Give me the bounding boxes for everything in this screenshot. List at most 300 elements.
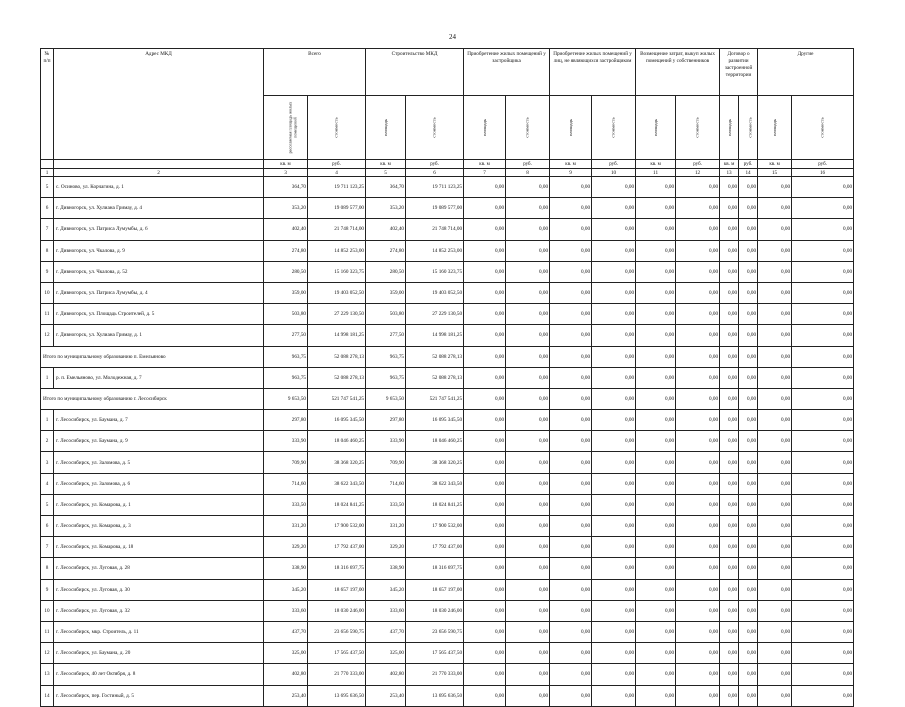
- value-cell: 364,70: [264, 177, 308, 198]
- value-cell: 0,00: [506, 643, 550, 664]
- value-cell: 0,00: [676, 494, 720, 515]
- value-cell: 0,00: [739, 537, 758, 558]
- value-cell: 18 046 460,25: [308, 431, 366, 452]
- value-cell: 0,00: [636, 537, 676, 558]
- value-cell: 0,00: [592, 558, 636, 579]
- value-cell: 0,00: [464, 261, 506, 282]
- value-cell: 0,00: [720, 621, 739, 642]
- value-cell: 0,00: [636, 516, 676, 537]
- value-cell: 0,00: [592, 643, 636, 664]
- value-cell: 9 653,50: [264, 388, 308, 409]
- value-cell: 18 046 460,25: [406, 431, 464, 452]
- housing-program-table: [40, 48, 854, 707]
- value-cell: 0,00: [636, 452, 676, 473]
- header-dev-contract: Договор о развитии застроенной территории: [720, 49, 758, 96]
- col-number: 4: [308, 169, 366, 177]
- header-num: № п/п: [41, 49, 54, 160]
- row-number: 9: [41, 579, 54, 600]
- value-cell: 963,75: [264, 367, 308, 388]
- value-cell: 0,00: [506, 240, 550, 261]
- subheader-area-resettled: расселяемая площадь жилых помещений: [264, 96, 308, 160]
- value-cell: 0,00: [792, 388, 854, 409]
- value-cell: 0,00: [506, 473, 550, 494]
- value-cell: 0,00: [676, 410, 720, 431]
- value-cell: 0,00: [592, 219, 636, 240]
- address-cell: г. Лесосибирск, ул. Луговая, д. 32: [54, 600, 264, 621]
- value-cell: 0,00: [592, 473, 636, 494]
- unit-cell: руб.: [739, 160, 758, 169]
- value-cell: 325,00: [264, 643, 308, 664]
- value-cell: 0,00: [550, 600, 592, 621]
- value-cell: 0,00: [720, 431, 739, 452]
- value-cell: 0,00: [592, 198, 636, 219]
- value-cell: 0,00: [464, 516, 506, 537]
- value-cell: 0,00: [592, 664, 636, 685]
- value-cell: 0,00: [506, 261, 550, 282]
- value-cell: 0,00: [739, 621, 758, 642]
- value-cell: 13 695 636,50: [308, 685, 366, 706]
- address-cell: г. Лесосибирск, мкр. Строитель, д. 11: [54, 621, 264, 642]
- value-cell: 0,00: [506, 346, 550, 367]
- value-cell: 0,00: [636, 261, 676, 282]
- value-cell: 0,00: [758, 219, 792, 240]
- subheader-cost: стоимость: [592, 96, 636, 160]
- value-cell: 0,00: [550, 325, 592, 346]
- address-cell: г. Лесосибирск, ул. Баумана, д. 20: [54, 643, 264, 664]
- value-cell: 714,60: [366, 473, 406, 494]
- value-cell: 0,00: [506, 219, 550, 240]
- value-cell: 0,00: [758, 388, 792, 409]
- value-cell: 0,00: [739, 325, 758, 346]
- value-cell: 0,00: [792, 643, 854, 664]
- value-cell: 0,00: [720, 198, 739, 219]
- value-cell: 0,00: [464, 240, 506, 261]
- value-cell: 38 368 320,25: [308, 452, 366, 473]
- value-cell: 0,00: [636, 473, 676, 494]
- value-cell: 23 656 590,75: [308, 621, 366, 642]
- table-row: [41, 473, 854, 494]
- value-cell: 0,00: [464, 473, 506, 494]
- value-cell: 0,00: [592, 452, 636, 473]
- value-cell: 0,00: [720, 537, 739, 558]
- value-cell: 0,00: [720, 388, 739, 409]
- value-cell: 0,00: [592, 621, 636, 642]
- value-cell: 331,20: [366, 516, 406, 537]
- value-cell: 0,00: [758, 431, 792, 452]
- value-cell: 253,40: [366, 685, 406, 706]
- value-cell: 0,00: [676, 579, 720, 600]
- value-cell: 0,00: [592, 685, 636, 706]
- value-cell: 0,00: [758, 367, 792, 388]
- value-cell: 0,00: [506, 600, 550, 621]
- value-cell: 21 770 333,00: [308, 664, 366, 685]
- value-cell: 19 403 052,50: [308, 282, 366, 303]
- value-cell: 402,40: [366, 219, 406, 240]
- address-cell: г. Дивногорск, ул. Чкалова, д. 52: [54, 261, 264, 282]
- value-cell: 0,00: [550, 643, 592, 664]
- value-cell: 0,00: [592, 600, 636, 621]
- value-cell: 345,20: [366, 579, 406, 600]
- value-cell: 0,00: [550, 685, 592, 706]
- value-cell: 0,00: [758, 282, 792, 303]
- table-row: [41, 367, 854, 388]
- table-row: [41, 685, 854, 706]
- value-cell: 19 711 123,25: [308, 177, 366, 198]
- value-cell: 0,00: [676, 282, 720, 303]
- row-number: 10: [41, 282, 54, 303]
- value-cell: 437,70: [264, 621, 308, 642]
- value-cell: 0,00: [792, 325, 854, 346]
- table-row: [41, 431, 854, 452]
- value-cell: 0,00: [636, 219, 676, 240]
- row-number: 7: [41, 219, 54, 240]
- subheader-area: площадь: [366, 96, 406, 160]
- row-number: 13: [41, 664, 54, 685]
- value-cell: 329,20: [366, 537, 406, 558]
- value-cell: 0,00: [739, 558, 758, 579]
- value-cell: 0,00: [550, 240, 592, 261]
- value-cell: 0,00: [676, 261, 720, 282]
- value-cell: 0,00: [550, 261, 592, 282]
- value-cell: 0,00: [792, 452, 854, 473]
- value-cell: 0,00: [636, 198, 676, 219]
- value-cell: 0,00: [592, 579, 636, 600]
- value-cell: 0,00: [464, 198, 506, 219]
- col-number: 13: [720, 169, 739, 177]
- row-number: 8: [41, 240, 54, 261]
- value-cell: 0,00: [792, 282, 854, 303]
- value-cell: 0,00: [636, 410, 676, 431]
- value-cell: 18 316 697,75: [308, 558, 366, 579]
- value-cell: 402,40: [264, 219, 308, 240]
- value-cell: 0,00: [676, 537, 720, 558]
- value-cell: 0,00: [592, 410, 636, 431]
- value-cell: 0,00: [758, 325, 792, 346]
- header-row-groups: [41, 49, 854, 96]
- value-cell: 0,00: [792, 494, 854, 515]
- value-cell: 0,00: [758, 537, 792, 558]
- value-cell: 0,00: [758, 579, 792, 600]
- value-cell: 0,00: [720, 558, 739, 579]
- value-cell: 0,00: [720, 494, 739, 515]
- value-cell: 0,00: [550, 452, 592, 473]
- value-cell: 0,00: [550, 346, 592, 367]
- value-cell: 0,00: [506, 664, 550, 685]
- value-cell: 0,00: [464, 388, 506, 409]
- value-cell: 0,00: [636, 558, 676, 579]
- value-cell: 333,50: [264, 494, 308, 515]
- value-cell: 0,00: [676, 304, 720, 325]
- table-row: [41, 452, 854, 473]
- value-cell: 0,00: [464, 367, 506, 388]
- value-cell: 0,00: [550, 304, 592, 325]
- value-cell: 14 998 181,25: [308, 325, 366, 346]
- value-cell: 18 024 841,25: [406, 494, 464, 515]
- table-row: [41, 304, 854, 325]
- value-cell: 0,00: [636, 685, 676, 706]
- value-cell: 0,00: [464, 494, 506, 515]
- subheader-area: площадь: [758, 96, 792, 160]
- value-cell: 0,00: [720, 367, 739, 388]
- value-cell: 521 747 541,25: [406, 388, 464, 409]
- value-cell: 52 088 278,13: [406, 367, 464, 388]
- value-cell: 0,00: [464, 685, 506, 706]
- value-cell: 0,00: [550, 431, 592, 452]
- units-blank: [54, 160, 264, 169]
- value-cell: 0,00: [739, 516, 758, 537]
- value-cell: 38 368 320,25: [406, 452, 464, 473]
- table-row: [41, 558, 854, 579]
- row-number: 2: [41, 431, 54, 452]
- value-cell: 17 565 437,50: [406, 643, 464, 664]
- col-number: 3: [264, 169, 308, 177]
- address-cell: г. Лесосибирск, 40 лет Октября, д. 8: [54, 664, 264, 685]
- value-cell: 0,00: [739, 282, 758, 303]
- value-cell: 521 747 541,25: [308, 388, 366, 409]
- value-cell: 0,00: [758, 558, 792, 579]
- value-cell: 402,80: [264, 664, 308, 685]
- value-cell: 345,20: [264, 579, 308, 600]
- value-cell: 0,00: [720, 304, 739, 325]
- value-cell: 333,90: [264, 431, 308, 452]
- column-numbers-row: [41, 169, 854, 177]
- value-cell: 0,00: [676, 558, 720, 579]
- value-cell: 0,00: [506, 579, 550, 600]
- subheader-cost: стоимость: [739, 96, 758, 160]
- value-cell: 17 900 532,00: [308, 516, 366, 537]
- row-number: 9: [41, 261, 54, 282]
- header-construction: Строительство МКД: [366, 49, 464, 96]
- unit-cell: руб.: [676, 160, 720, 169]
- unit-cell: кв. м: [636, 160, 676, 169]
- value-cell: 0,00: [792, 367, 854, 388]
- value-cell: 331,20: [264, 516, 308, 537]
- value-cell: 21 770 333,00: [406, 664, 464, 685]
- table-row: [41, 282, 854, 303]
- value-cell: 17 900 532,00: [406, 516, 464, 537]
- subheader-cost: стоимость: [406, 96, 464, 160]
- value-cell: 0,00: [636, 579, 676, 600]
- address-cell: г. Лесосибирск, ул. Баумана, д. 7: [54, 410, 264, 431]
- value-cell: 14 998 181,25: [406, 325, 464, 346]
- value-cell: 0,00: [720, 346, 739, 367]
- value-cell: 0,00: [739, 452, 758, 473]
- value-cell: 359,00: [264, 282, 308, 303]
- value-cell: 17 792 437,00: [308, 537, 366, 558]
- value-cell: 0,00: [720, 579, 739, 600]
- value-cell: 0,00: [739, 473, 758, 494]
- value-cell: 0,00: [464, 431, 506, 452]
- value-cell: 0,00: [792, 240, 854, 261]
- value-cell: 9 653,50: [366, 388, 406, 409]
- value-cell: 0,00: [676, 240, 720, 261]
- value-cell: 0,00: [506, 685, 550, 706]
- value-cell: 0,00: [506, 325, 550, 346]
- value-cell: 0,00: [464, 177, 506, 198]
- value-cell: 18 657 197,00: [406, 579, 464, 600]
- value-cell: 0,00: [792, 579, 854, 600]
- value-cell: 0,00: [636, 304, 676, 325]
- value-cell: 277,50: [264, 325, 308, 346]
- value-cell: 0,00: [464, 558, 506, 579]
- value-cell: 0,00: [506, 558, 550, 579]
- value-cell: 0,00: [464, 219, 506, 240]
- row-number: 11: [41, 304, 54, 325]
- row-number: 5: [41, 494, 54, 515]
- value-cell: 27 229 130,50: [308, 304, 366, 325]
- value-cell: 14 852 253,00: [406, 240, 464, 261]
- col-number: 11: [636, 169, 676, 177]
- value-cell: 0,00: [739, 367, 758, 388]
- address-cell: г. Лесосибирск, ул. Луговая, д. 28: [54, 558, 264, 579]
- value-cell: 0,00: [739, 219, 758, 240]
- value-cell: 15 160 323,75: [406, 261, 464, 282]
- group-label: Итого по муниципальному образованию г. Лесосибирск: [41, 388, 264, 409]
- table-row: [41, 664, 854, 685]
- col-number: 10: [592, 169, 636, 177]
- address-cell: г. Лесосибирск, ул. Заломова, д. 6: [54, 473, 264, 494]
- value-cell: 19 089 577,00: [308, 198, 366, 219]
- value-cell: 364,70: [366, 177, 406, 198]
- value-cell: 0,00: [506, 388, 550, 409]
- value-cell: 52 088 278,13: [406, 346, 464, 367]
- value-cell: 0,00: [636, 388, 676, 409]
- col-number: 6: [406, 169, 464, 177]
- value-cell: 333,90: [366, 431, 406, 452]
- value-cell: 0,00: [464, 282, 506, 303]
- value-cell: 13 695 636,50: [406, 685, 464, 706]
- address-cell: г. Лесосибирск, пер. Гостиный, д. 5: [54, 685, 264, 706]
- value-cell: 0,00: [636, 367, 676, 388]
- row-number: 12: [41, 643, 54, 664]
- value-cell: 18 657 197,00: [308, 579, 366, 600]
- value-cell: 0,00: [739, 431, 758, 452]
- row-number: 7: [41, 537, 54, 558]
- value-cell: 0,00: [720, 452, 739, 473]
- value-cell: 0,00: [636, 664, 676, 685]
- address-cell: г. Лесосибирск, ул. Комарова, д. 18: [54, 537, 264, 558]
- table-row: [41, 177, 854, 198]
- value-cell: 0,00: [720, 261, 739, 282]
- value-cell: 0,00: [792, 621, 854, 642]
- value-cell: 0,00: [636, 325, 676, 346]
- table-group-total-row: [41, 346, 854, 367]
- value-cell: 0,00: [758, 473, 792, 494]
- unit-cell: руб.: [506, 160, 550, 169]
- subheader-area: площадь: [720, 96, 739, 160]
- value-cell: 0,00: [464, 304, 506, 325]
- value-cell: 0,00: [676, 516, 720, 537]
- value-cell: 0,00: [758, 177, 792, 198]
- value-cell: 0,00: [636, 643, 676, 664]
- value-cell: 0,00: [792, 685, 854, 706]
- value-cell: 19 089 577,00: [406, 198, 464, 219]
- table-row: [41, 198, 854, 219]
- value-cell: 0,00: [792, 261, 854, 282]
- col-number: 2: [54, 169, 264, 177]
- value-cell: 0,00: [636, 621, 676, 642]
- value-cell: 0,00: [739, 410, 758, 431]
- row-number: 4: [41, 473, 54, 494]
- value-cell: 0,00: [636, 282, 676, 303]
- value-cell: 0,00: [720, 282, 739, 303]
- page-number: 24: [449, 33, 456, 41]
- value-cell: 0,00: [676, 431, 720, 452]
- unit-cell: кв. м: [720, 160, 739, 169]
- row-number: 6: [41, 516, 54, 537]
- table-row: [41, 219, 854, 240]
- address-cell: г. Дивногорск, ул. Площадь Строителей, д. 5: [54, 304, 264, 325]
- address-cell: г. Лесосибирск, ул. Баумана, д. 9: [54, 431, 264, 452]
- value-cell: 0,00: [506, 494, 550, 515]
- value-cell: 52 088 278,13: [308, 367, 366, 388]
- value-cell: 0,00: [792, 431, 854, 452]
- value-cell: 0,00: [720, 325, 739, 346]
- value-cell: 0,00: [506, 282, 550, 303]
- value-cell: 0,00: [739, 643, 758, 664]
- value-cell: 0,00: [739, 579, 758, 600]
- value-cell: 0,00: [758, 685, 792, 706]
- value-cell: 0,00: [792, 304, 854, 325]
- value-cell: 0,00: [636, 494, 676, 515]
- value-cell: 277,50: [366, 325, 406, 346]
- value-cell: 15 160 323,75: [308, 261, 366, 282]
- value-cell: 38 622 343,50: [406, 473, 464, 494]
- address-cell: г. Дивногорск, ул. Патриса Лумумбы, д. 4: [54, 282, 264, 303]
- value-cell: 0,00: [792, 600, 854, 621]
- value-cell: 0,00: [506, 198, 550, 219]
- address-cell: г. Лесосибирск, ул. Комарова, д. 3: [54, 516, 264, 537]
- value-cell: 0,00: [739, 494, 758, 515]
- value-cell: 0,00: [758, 346, 792, 367]
- value-cell: 0,00: [550, 558, 592, 579]
- value-cell: 0,00: [758, 198, 792, 219]
- value-cell: 0,00: [720, 473, 739, 494]
- col-number: 14: [739, 169, 758, 177]
- address-cell: г. Дивногорск, ул. Чкалова, д. 9: [54, 240, 264, 261]
- value-cell: 0,00: [720, 664, 739, 685]
- table-row: [41, 240, 854, 261]
- table-row: [41, 261, 854, 282]
- value-cell: 0,00: [636, 240, 676, 261]
- value-cell: 0,00: [506, 621, 550, 642]
- value-cell: 0,00: [676, 452, 720, 473]
- table-row: [41, 579, 854, 600]
- value-cell: 0,00: [758, 304, 792, 325]
- table-row: [41, 643, 854, 664]
- value-cell: 0,00: [592, 431, 636, 452]
- value-cell: 0,00: [739, 664, 758, 685]
- col-number: 8: [506, 169, 550, 177]
- value-cell: 0,00: [792, 219, 854, 240]
- value-cell: 0,00: [720, 643, 739, 664]
- unit-cell: кв. м: [264, 160, 308, 169]
- value-cell: 0,00: [676, 473, 720, 494]
- value-cell: 0,00: [550, 664, 592, 685]
- value-cell: 0,00: [758, 643, 792, 664]
- value-cell: 18 030 246,00: [406, 600, 464, 621]
- unit-cell: руб.: [792, 160, 854, 169]
- row-number: 14: [41, 685, 54, 706]
- value-cell: 0,00: [550, 367, 592, 388]
- value-cell: 0,00: [758, 452, 792, 473]
- value-cell: 353,20: [366, 198, 406, 219]
- header-acq-developer: Приобретение жилых помещений у застройщика: [464, 49, 550, 96]
- address-cell: г. Дивногорск, ул. Хулиана Гримау, д. 1: [54, 325, 264, 346]
- subheader-area: площадь: [464, 96, 506, 160]
- header-total: Всего: [264, 49, 366, 96]
- value-cell: 0,00: [792, 198, 854, 219]
